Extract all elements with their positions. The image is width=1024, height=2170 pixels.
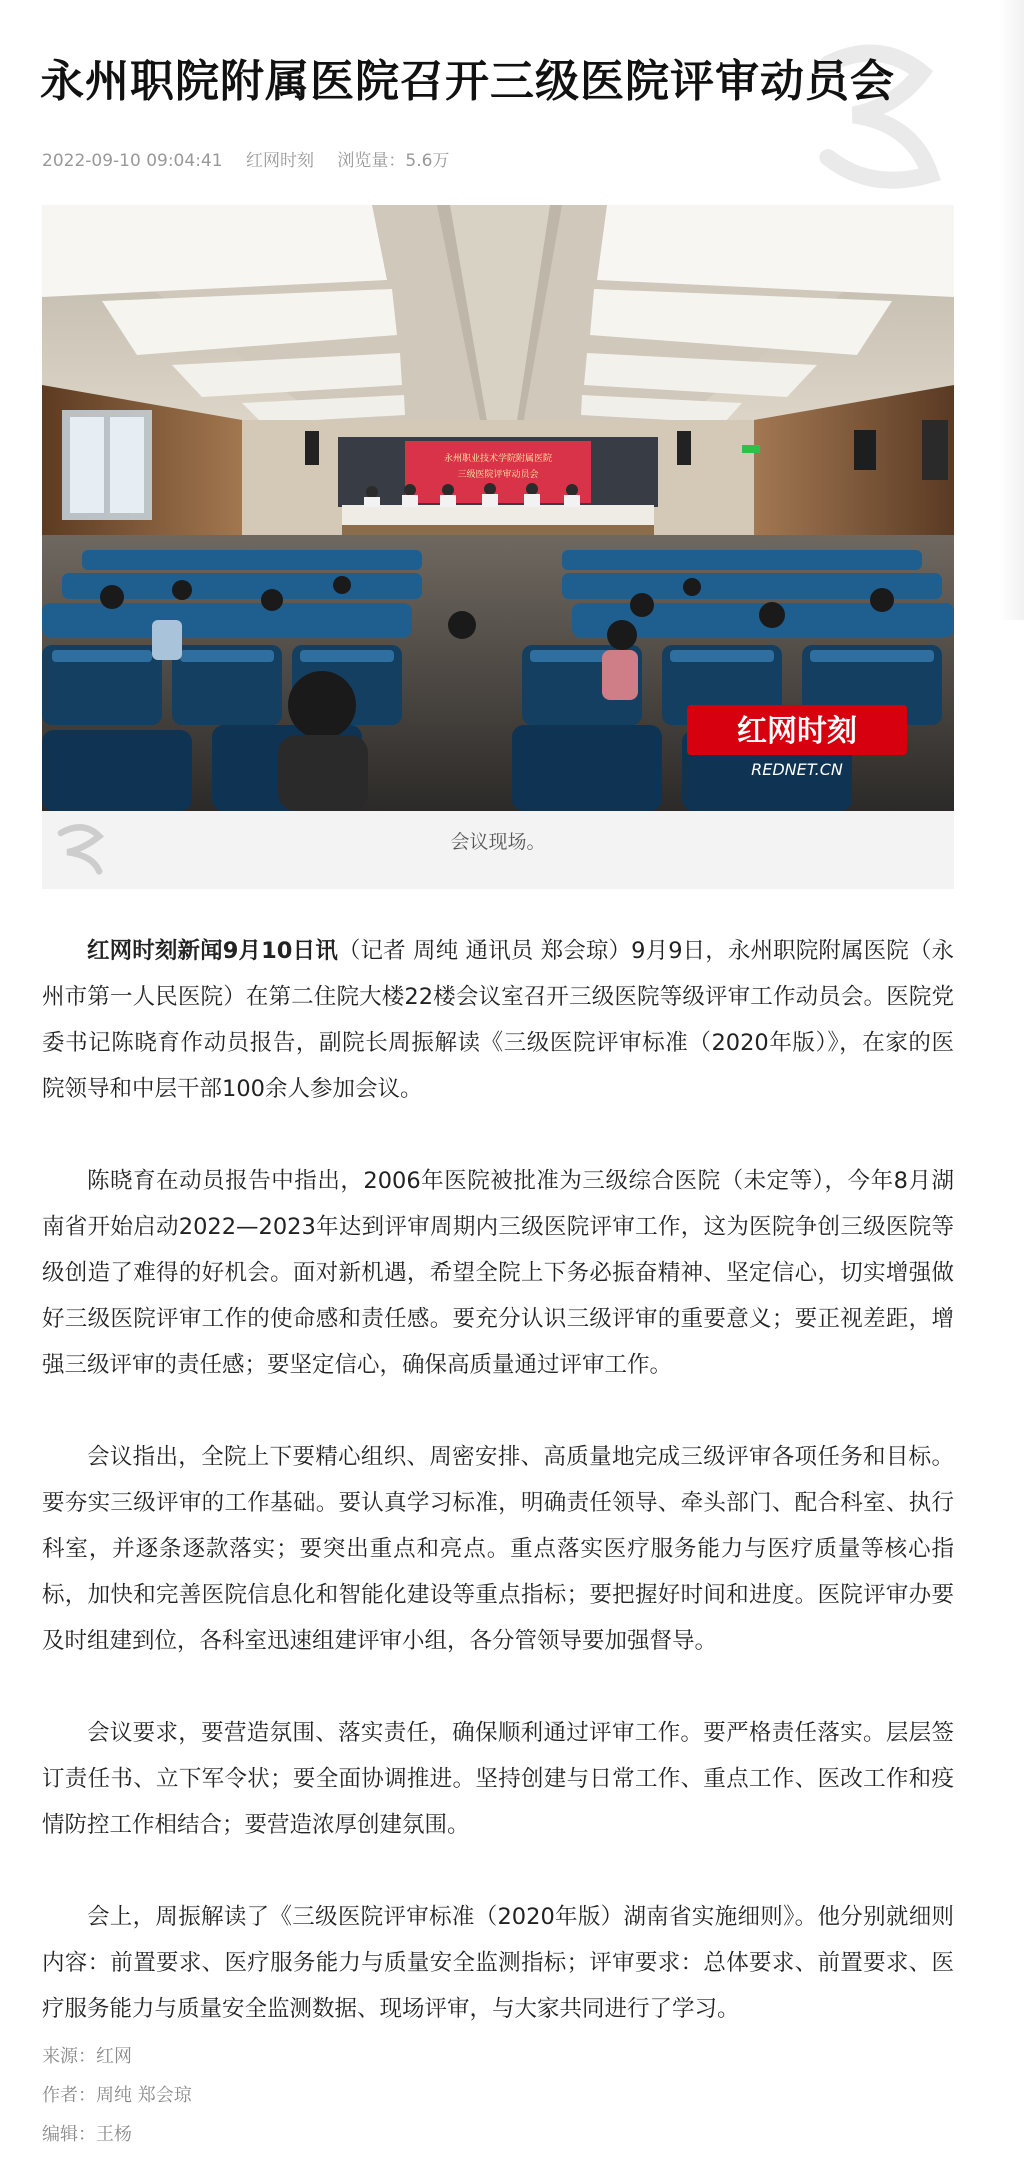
- paragraph-5: 会上，周振解读了《三级医院评审标准（2020年版）湖南省实施细则》。他分别就细则内容：前置要求、医疗服务能力与质量安全监测指标；评审要求：总体要求、前置要求、医疗服务能力与质量安全监测数据、现场评审，与大家共同进行了学习。: [42, 1904, 954, 2022]
- screen-title-line2: 三级医院评审动员会: [457, 470, 539, 480]
- dateline: 红网时刻新闻9月10日讯: [87, 938, 338, 964]
- photo-caption: 会议现场。: [450, 831, 546, 853]
- article-body: [42, 928, 954, 2078]
- article-figure: [42, 205, 954, 889]
- footer-editor: 编辑：王杨: [42, 2124, 132, 2145]
- photo-logo-text: 红网时刻: [737, 714, 857, 749]
- paragraph-4: 会议要求，要营造氛围、落实责任，确保顺利通过评审工作。要严格责任落实。层层签订责任书、立下军令状；要全面协调推进。坚持创建与日常工作、重点工作、医改工作和疫情防控工作相结合；要营造浓厚创建氛围。: [42, 1720, 954, 1838]
- footer-author: 作者：周纯 郑会琼: [42, 2085, 192, 2106]
- footer-source: 来源：红网: [42, 2046, 132, 2067]
- paragraph-3: 会议指出，全院上下要精心组织、周密安排、高质量地完成三级评审各项任务和目标。要夯实三级评审的工作基础。要认真学习标准，明确责任领导、牵头部门、配合科室、执行科室，并逐条逐款落实；要突出重点和亮点。重点落实医疗服务能力与医疗质量等核心指标，加快和完善医院信息化和智能化建设等重点指标；要把握好时间和进度。医院评审办要及时组建到位，各科室迅速组建评审小组，各分管领导要加强督导。: [42, 1444, 954, 1654]
- scrollbar-track[interactable]: [1000, 0, 1024, 620]
- article-title: 永州职院附属医院召开三级医院评审动员会: [40, 56, 895, 107]
- photo-logo-url: REDNET.CN: [751, 760, 843, 779]
- article-meta: [42, 146, 467, 171]
- paragraph-1-text: （记者 周纯 通讯员 郑会琼）9月9日，永州职院附属医院（永州市第一人民医院）在第二住院大楼22楼会议室召开三级医院等级评审工作动员会。医院党委书记陈晓育作动员报告，副院长周振解读《三级医院评审标准（2020年版）》，在家的医院领导和中层干部100余人参加会议。: [42, 938, 954, 1102]
- screen-title-line1: 永州职业技术学院附属医院: [443, 454, 553, 464]
- paragraph-1: [42, 928, 954, 1112]
- meeting-photo: [42, 205, 954, 811]
- view-count: 浏览量：5.6万: [337, 151, 450, 171]
- paragraph-2: 陈晓育在动员报告中指出，2006年医院被批准为三级综合医院（未定等），今年8月湖南省开始启动2022—2023年达到评审周期内三级医院评审工作，这为医院争创三级医院等级创造了难得的好机会。面对新机遇，希望全院上下务必振奋精神、坚定信心，切实增强做好三级医院评审工作的使命感和责任感。要充分认识三级评审的重要意义；要正视差距，增强三级评审的责任感；要坚定信心，确保高质量通过评审工作。: [42, 1168, 954, 1378]
- source-name: 红网时刻: [245, 151, 314, 171]
- article-footer: [42, 2037, 192, 2154]
- publish-date: 2022-09-10 09:04:41: [42, 151, 223, 171]
